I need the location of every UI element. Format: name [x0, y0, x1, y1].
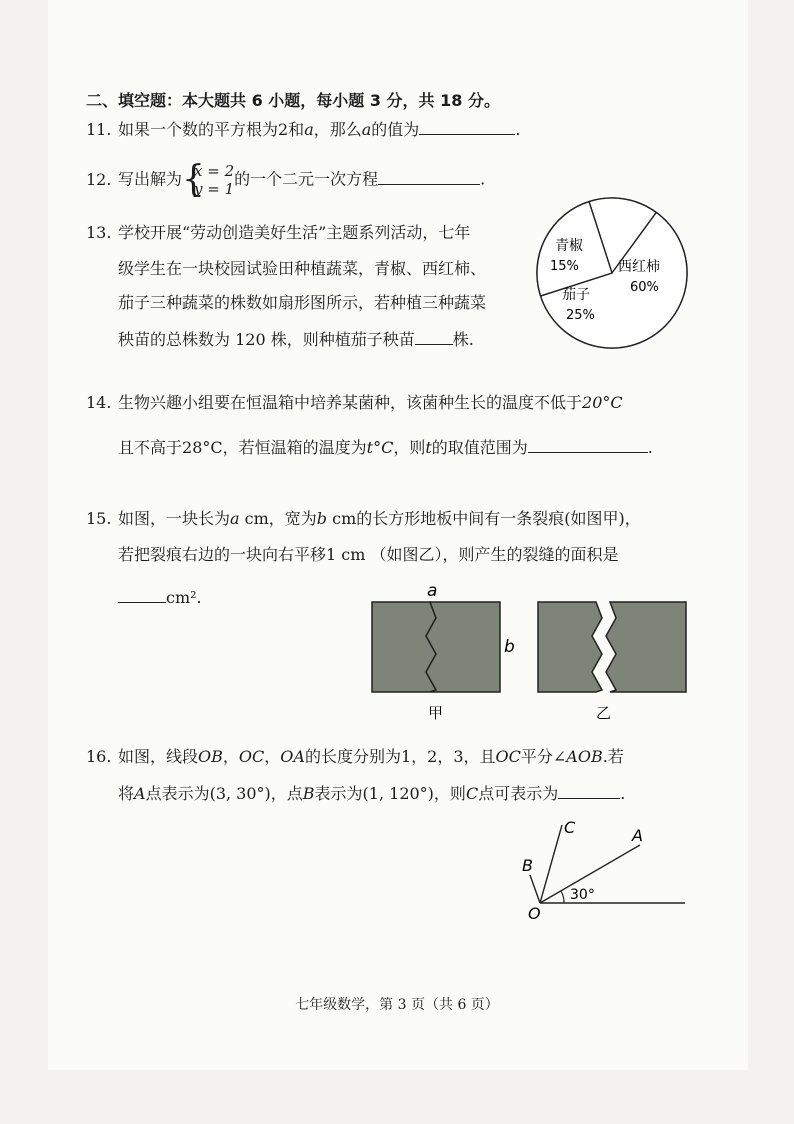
- page-footer: 七年级数学，第 3 页（共 6 页）: [295, 997, 499, 1013]
- board-yi-right: [606, 602, 686, 692]
- board-jia-left: [372, 602, 436, 692]
- point-o-label: O: [528, 904, 541, 923]
- question-number: 16.: [86, 747, 112, 766]
- point-c-label: C: [564, 818, 576, 837]
- answer-blank[interactable]: [558, 782, 620, 799]
- question-14-line-2: 且不高于28°C，若恒温箱的温度为t°C，则t的取值范围为 .: [118, 438, 653, 457]
- angle-label: 30°: [570, 887, 595, 903]
- pie-label-qingjiao: 青椒: [555, 238, 583, 254]
- question-13-line-3: 茄子三种蔬菜的株数如扇形图所示，若种植三种蔬菜: [118, 293, 487, 312]
- pie-label-xihongshi: 西红柿: [618, 259, 660, 275]
- question-11: 11. 如果一个数的平方根为2和a，那么a的值为 .: [86, 120, 521, 139]
- question-number: 13.: [86, 223, 112, 242]
- question-number: 15.: [86, 509, 112, 528]
- question-13-line-4: 秧苗的总株数为 120 株，则种植茄子秧苗 株.: [118, 330, 474, 349]
- question-12: 12. 写出解为 { x = 2 y = 1 的一个二元一次方程 .: [86, 159, 486, 200]
- floor-board-figures: [360, 580, 700, 730]
- question-13-line-1: 13. 学校开展“劳动创造美好生活”主题系列活动，七年: [86, 223, 471, 242]
- question-16-line-2: 将A点表示为(3, 30°)，点B表示为(1, 120°)，则C点可表示为 .: [118, 784, 626, 803]
- point-b-label: B: [522, 856, 533, 875]
- question-number: 11.: [86, 120, 112, 139]
- pie-value-qingjiao: 15%: [550, 259, 579, 274]
- section-title: 二、填空题：本大题共 6 小题，每小题 3 分，共 18 分。: [86, 91, 500, 110]
- equation-system: { x = 2 y = 1: [182, 159, 235, 200]
- pie-value-qiezi: 25%: [566, 308, 595, 323]
- segment-oc: [540, 825, 562, 903]
- figure-caption-jia: 甲: [428, 704, 444, 722]
- question-number: 12.: [86, 169, 112, 189]
- answer-blank[interactable]: [378, 168, 480, 185]
- question-number: 14.: [86, 393, 112, 412]
- question-15-line-1: 15. 如图，一块长为a cm，宽为b cm的长方形地板中间有一条裂痕(如图甲)，: [86, 509, 641, 528]
- answer-blank[interactable]: [415, 328, 453, 345]
- pie-label-qiezi: 茄子: [562, 287, 590, 303]
- question-15-line-3: cm².: [118, 586, 202, 609]
- segment-ob: [530, 875, 540, 903]
- angle-arc: [561, 891, 564, 903]
- answer-blank[interactable]: [528, 436, 648, 453]
- pie-value-xihongshi: 60%: [630, 280, 659, 295]
- question-16-line-1: 16. 如图，线段OB，OC，OA的长度分别为1，2，3，且OC平分∠AOB.若: [86, 747, 624, 766]
- answer-blank[interactable]: [419, 118, 515, 135]
- question-14-line-1: 14. 生物兴趣小组要在恒温箱中培养某菌种，该菌种生长的温度不低于20°C: [86, 393, 623, 412]
- board-jia-right: [426, 602, 500, 692]
- figure-label-b: b: [504, 637, 515, 657]
- answer-blank[interactable]: [118, 586, 166, 603]
- pie-chart: [530, 193, 700, 358]
- question-15-line-2: 若把裂痕右边的一块向右平移1 cm （如图乙），则产生的裂缝的面积是: [118, 545, 619, 564]
- figure-caption-yi: 乙: [596, 704, 612, 722]
- board-yi-left: [538, 602, 602, 692]
- figure-label-a: a: [427, 581, 438, 601]
- angle-figure: [500, 815, 700, 925]
- question-13-line-2: 级学生在一块校园试验田种植蔬菜，青椒、西红柿、: [118, 259, 487, 278]
- point-a-label: A: [632, 826, 643, 845]
